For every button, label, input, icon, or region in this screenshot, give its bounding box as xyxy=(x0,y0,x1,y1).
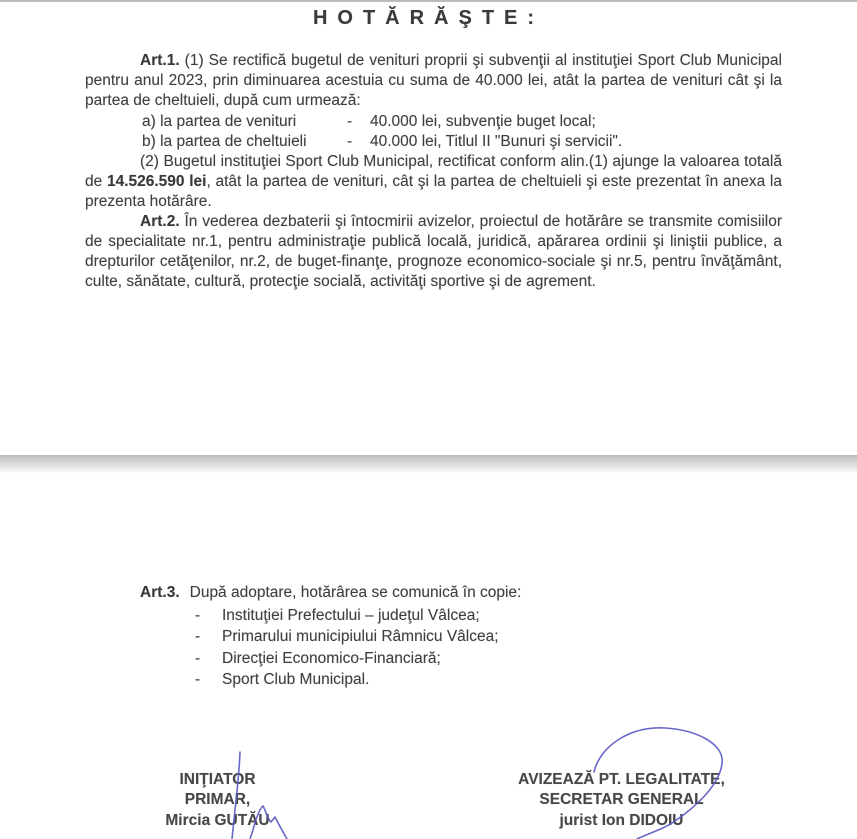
total-budget-amount: 14.526.590 lei xyxy=(106,173,207,190)
sublist-a-label: a) la partea de venituri xyxy=(142,113,297,130)
signature-block-legal xyxy=(494,770,749,831)
paragraph-2-text-after: , atât la partea de venituri, cât şi la partea de cheltuieli şi este prezentat în anexa la prezenta hotărâre. xyxy=(85,173,782,210)
legal-approval-line: AVIZEAZĂ PT. LEGALITATE, xyxy=(518,771,725,788)
list-item xyxy=(195,648,695,669)
page-top-edge-line xyxy=(0,0,857,2)
article-1-paragraph-1 xyxy=(85,51,782,111)
initiator-title-line: PRIMAR, xyxy=(184,791,251,809)
initiator-role-line: INIŢIATOR xyxy=(179,771,256,788)
list-item-text: Instituţiei Prefectului – judeţul Vâlcea; xyxy=(222,607,480,624)
article-3-text: După adoptare, hotărârea se comunică în copie: xyxy=(189,584,522,601)
sublist-b-dash: - xyxy=(347,133,353,150)
list-item-text: Sport Club Municipal. xyxy=(222,671,370,689)
list-item-text: Primarului municipiului Râmnicu Vâlcea; xyxy=(222,628,499,646)
initiator-name-line: Mircia GUTĂU xyxy=(165,811,270,829)
list-item xyxy=(195,626,695,647)
list-item xyxy=(195,669,695,690)
article-2-paragraph xyxy=(85,212,782,292)
document-title: HOTĂRĂŞTE: xyxy=(312,7,545,29)
paragraph-2-text-before: (2) Bugetul instituţiei Sport Club Municipal, rectificat conform alin.(1) ajunge la valoarea totală de xyxy=(85,153,782,190)
sublist-b-value: 40.000 lei, Titlul II "Bunuri şi servicii". xyxy=(370,133,623,150)
article-2-text: În vederea dezbaterii şi întocmirii avizelor, proiectul de hotărâre se transmite comisiilor de specialitate nr.1, pentru administraţie publică locală, juridică, apărarea ordinii şi liniştii publice, a drepturilor cetăţenilor, nr.2, de buget-finanţe, prognoze economico-sociale şi nr.5, pentru învăţământ, culte, sănătate, cultură, protecţie socială, activităţi sportive şi de agrement. xyxy=(85,213,782,290)
list-item-text: Direcţiei Economico-Financiară; xyxy=(222,649,441,667)
secretary-title-line: SECRETAR GENERAL xyxy=(539,791,704,809)
article-3-heading xyxy=(140,583,740,603)
article-3-list xyxy=(195,605,695,691)
list-item-dash: - xyxy=(195,628,201,646)
list-item xyxy=(195,605,695,626)
list-item-dash: - xyxy=(195,607,201,624)
article-1-paragraph-2 xyxy=(85,152,782,212)
sublist-a-value: 40.000 lei, subvenţie buget local; xyxy=(370,113,596,130)
secretary-name-line: jurist Ion DIDOIU xyxy=(559,811,684,829)
list-item-dash: - xyxy=(195,671,201,689)
page-break-divider xyxy=(0,455,857,473)
sublist-row-b xyxy=(142,132,792,152)
signature-block-initiator xyxy=(140,770,295,831)
sublist-b-label: b) la partea de cheltuieli xyxy=(142,133,307,150)
sublist-a-dash: - xyxy=(347,113,353,130)
article-3-label: Art.3. xyxy=(140,584,180,601)
article-1-label: Art.1. xyxy=(140,52,180,69)
sublist-row-a xyxy=(142,112,792,132)
article-1-sublist xyxy=(142,112,792,152)
article-1-text: (1) Se rectifică bugetul de venituri proprii şi subvenţii al instituţiei Sport Club Municipal pentru anul 2023, prin diminuarea acestuia cu suma de 40.000 lei, atât la partea de venituri cât şi la partea de cheltuieli, după cum urmează: xyxy=(85,52,782,109)
article-2-label: Art.2. xyxy=(140,213,180,230)
list-item-dash: - xyxy=(195,649,201,667)
